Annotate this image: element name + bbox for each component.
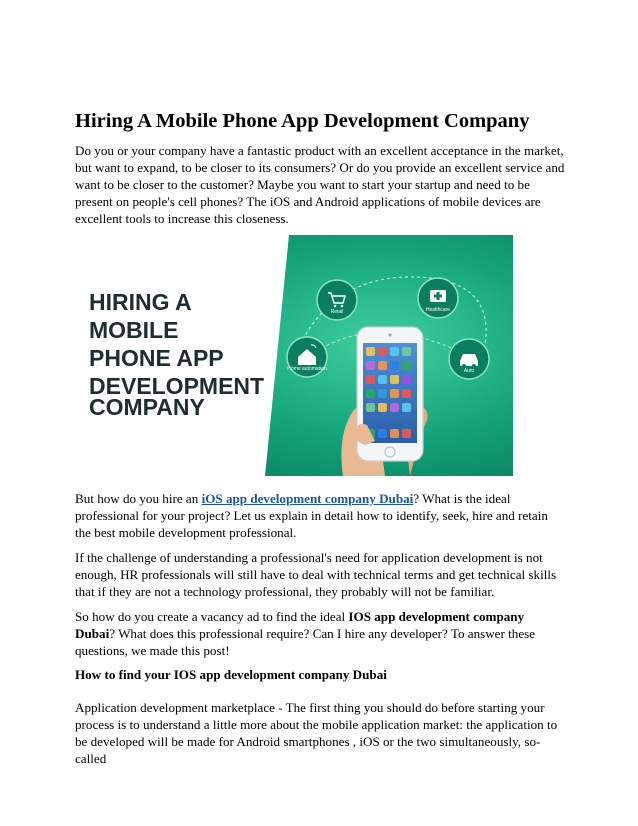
ios-company-dubai-link[interactable]: iOS app development company Dubai — [201, 491, 414, 506]
bold-keyword: IOS app development company Dubai — [75, 609, 525, 641]
svg-text:Retail: Retail — [330, 309, 344, 315]
svg-text:Home automation: Home automation — [287, 366, 327, 372]
svg-text:Auto: Auto — [463, 368, 475, 374]
paragraph-challenge: If the challenge of understanding a professional's need for application development is not enough, HR professionals will still have to deal with technical terms and get technical skills that if they are not a technology professional, they probably will not be familiar. — [75, 550, 557, 599]
banner-heading-line: DEVELOPMENT — [89, 373, 265, 399]
car-icon — [449, 339, 489, 379]
cart-icon — [317, 280, 357, 320]
banner-heading-line: COMPANY — [89, 394, 205, 420]
svg-text:Healthcare: Healthcare — [425, 307, 451, 313]
banner-heading-line: HIRING A — [89, 289, 192, 315]
page-title: Hiring A Mobile Phone App Development Company — [75, 110, 530, 132]
banner-heading-line: MOBILE — [89, 317, 179, 343]
banner-heading-line: PHONE APP — [89, 345, 224, 371]
section-subheading: How to find your IOS app development company Dubai — [75, 667, 387, 682]
smart-home-icon — [287, 337, 327, 377]
medical-kit-icon — [418, 278, 458, 318]
banner-image — [75, 235, 513, 476]
paragraph-hire: But how do you hire an iOS app development company Dubai? What is the ideal professional for your project? Let us explain in detail how to identify, seek, hire and retain the best mobile development professional. — [75, 491, 548, 540]
intro-paragraph: Do you or your company have a fantastic product with an excellent acceptance in the market, but want to expand, to be closer to its consumers? Or do you provide an excellent service and want to be closer to the customer? Maybe you want to start your startup and need to be present on people's cell phones? The iOS and Android applications of mobile devices are excellent tools to increase this closeness. — [75, 143, 565, 226]
paragraph-marketplace: Application development marketplace - The first thing you should do before starting your process is to understand a little more about the mobile application market: the application to be developed will be made for Android smartphones , iOS or the two simultaneously, so-called — [75, 700, 558, 766]
paragraph-vacancy: So how do you create a vacancy ad to find the ideal IOS app development company Dubai? What does this professional require? Can I hire any developer? To answer these questions, we made this post! — [75, 609, 536, 658]
